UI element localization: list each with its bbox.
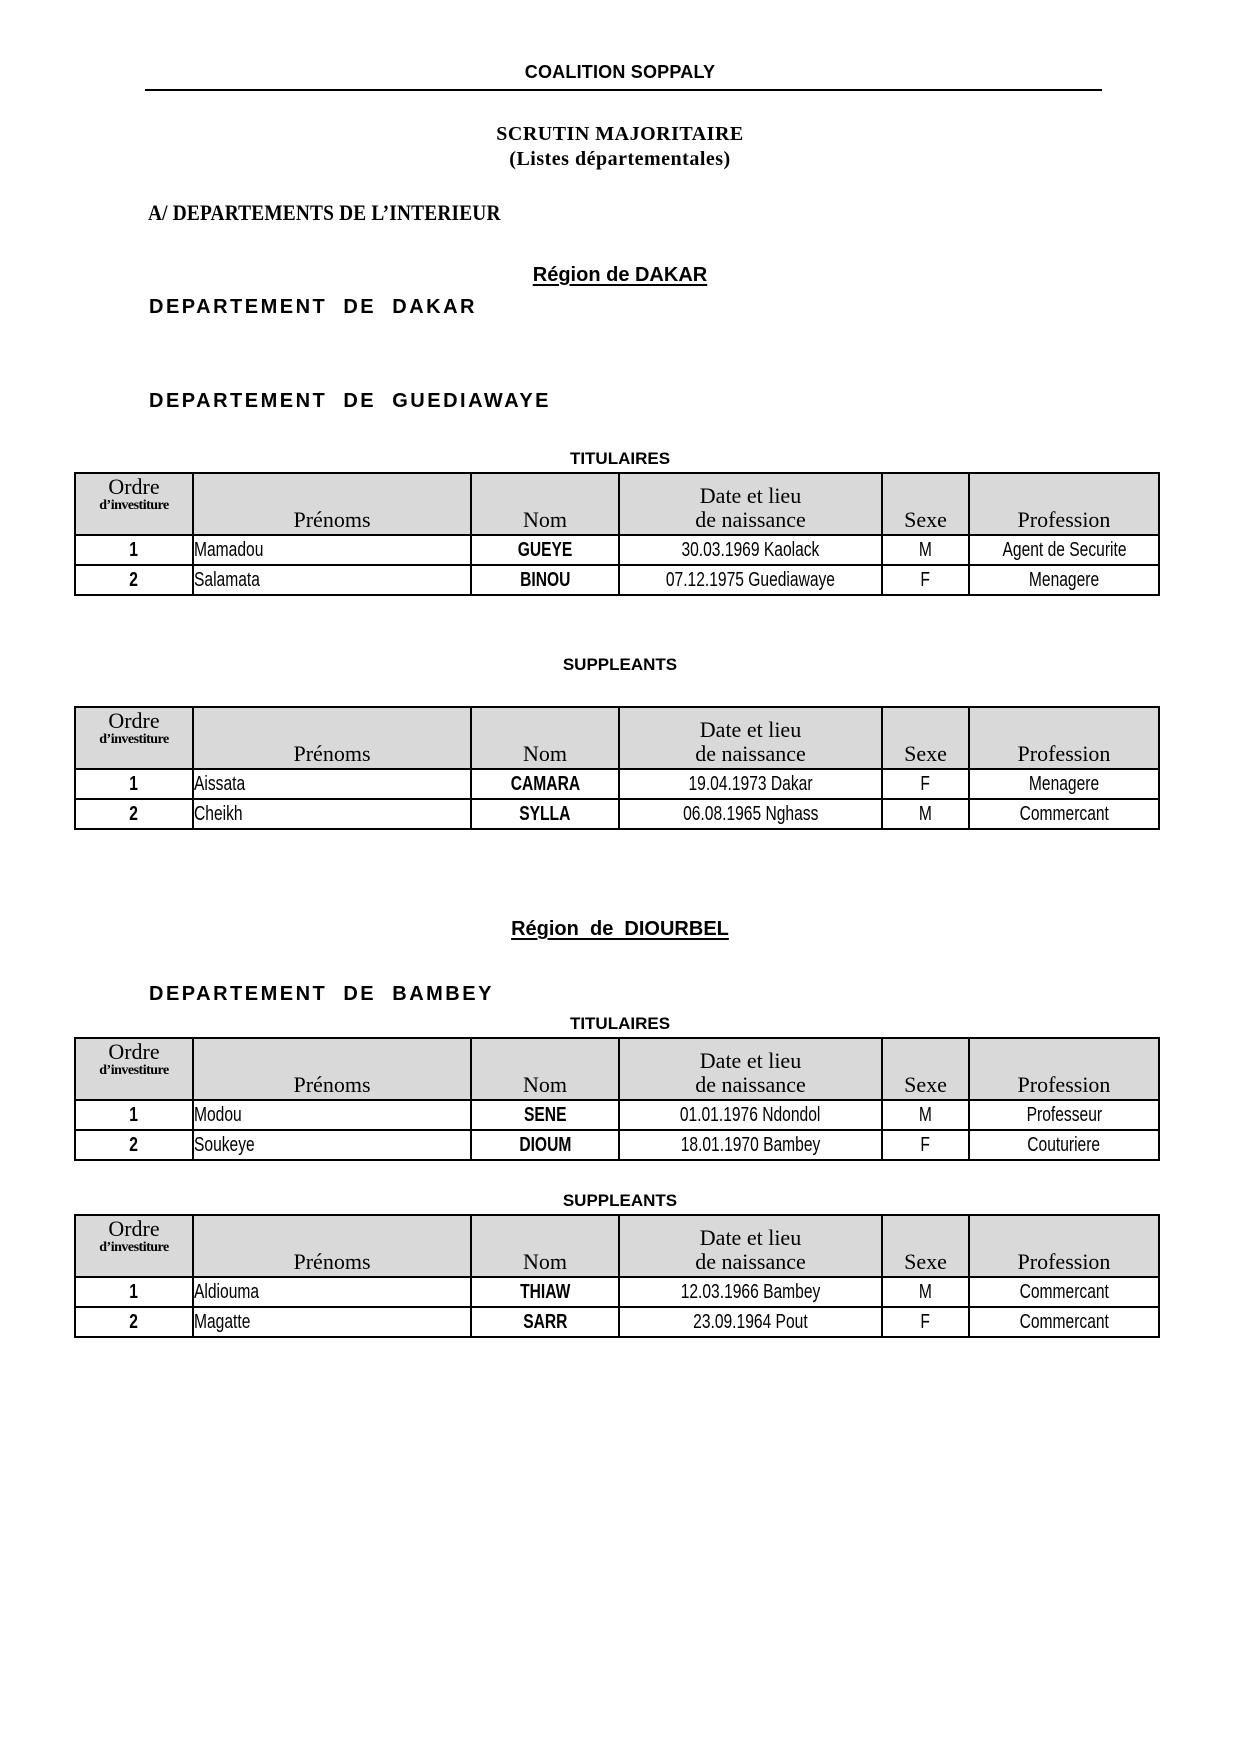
column-header-ordre: Ordre d’investiture	[75, 707, 193, 769]
table-header-row	[75, 473, 1159, 535]
column-header-prenoms: Prénoms	[193, 707, 471, 769]
table-row: 2 Salamata BINOU 07.12.1975 Guediawaye F Menagere	[75, 565, 1159, 595]
region-heading-dakar: Région de DAKAR	[532, 264, 708, 286]
titulaires-label: TITULAIRES	[569, 449, 671, 468]
column-header-nom: Nom	[471, 1215, 619, 1277]
department-heading-guediawaye: DEPARTEMENT DE GUEDIAWAYE	[149, 390, 551, 412]
column-header-ordre: Ordre d’investiture	[75, 473, 193, 535]
suppleants-label: SUPPLEANTS	[562, 1191, 678, 1210]
column-header-nom: Nom	[471, 707, 619, 769]
column-header-prenoms: Prénoms	[193, 1038, 471, 1100]
suppleants-label: SUPPLEANTS	[562, 655, 678, 674]
column-header-ordre: Ordre d’investiture	[75, 1215, 193, 1277]
department-heading-dakar: DEPARTEMENT DE DAKAR	[149, 296, 477, 318]
titulaires-label: TITULAIRES	[569, 1014, 671, 1033]
department-heading-bambey: DEPARTEMENT DE BAMBEY	[149, 983, 494, 1005]
table-header-row	[75, 707, 1159, 769]
titulaires-table-bambey	[74, 1037, 1160, 1161]
coalition-header: COALITION SOPPALY	[524, 62, 716, 82]
column-header-sexe: Sexe	[882, 707, 969, 769]
column-header-prenoms: Prénoms	[193, 473, 471, 535]
table-row: 1 Modou SENE 01.01.1976 Ndondol M Professeur	[75, 1100, 1159, 1130]
region-heading-diourbel: Région de DIOURBEL	[511, 918, 729, 940]
suppleants-table-guediawaye	[74, 706, 1160, 830]
column-header-date-lieu: Date et lieu de naissance	[619, 473, 882, 535]
table-header-row	[75, 1038, 1159, 1100]
table-header-row	[75, 1215, 1159, 1277]
suppleants-table-bambey	[74, 1214, 1160, 1338]
column-header-prenoms: Prénoms	[193, 1215, 471, 1277]
table-row: 2 Cheikh SYLLA 06.08.1965 Nghass M Commercant	[75, 799, 1159, 829]
table-row: 1 Aissata CAMARA 19.04.1973 Dakar F Menagere	[75, 769, 1159, 799]
document-title	[0, 122, 1240, 172]
table-row: 2 Magatte SARR 23.09.1964 Pout F Commercant	[75, 1307, 1159, 1337]
column-header-ordre: Ordre d’investiture	[75, 1038, 193, 1100]
title-line-2: (Listes départementales)	[509, 148, 731, 170]
column-header-date-lieu: Date et lieu de naissance	[619, 1038, 882, 1100]
column-header-sexe: Sexe	[882, 473, 969, 535]
titulaires-table-guediawaye	[74, 472, 1160, 596]
column-header-date-lieu: Date et lieu de naissance	[619, 1215, 882, 1277]
header-divider	[145, 89, 1102, 91]
title-line-1: SCRUTIN MAJORITAIRE	[496, 123, 744, 145]
column-header-nom: Nom	[471, 473, 619, 535]
section-heading: A/ DEPARTEMENTS DE L’INTERIEUR	[148, 200, 501, 225]
column-header-profession: Profession	[969, 1038, 1159, 1100]
table-row: 1 Aldiouma THIAW 12.03.1966 Bambey M Commercant	[75, 1277, 1159, 1307]
table-row: 2 Soukeye DIOUM 18.01.1970 Bambey F Couturiere	[75, 1130, 1159, 1160]
table-row: 1 Mamadou GUEYE 30.03.1969 Kaolack M Agent de Securite	[75, 535, 1159, 565]
column-header-sexe: Sexe	[882, 1215, 969, 1277]
column-header-sexe: Sexe	[882, 1038, 969, 1100]
column-header-profession: Profession	[969, 1215, 1159, 1277]
column-header-nom: Nom	[471, 1038, 619, 1100]
column-header-date-lieu: Date et lieu de naissance	[619, 707, 882, 769]
column-header-profession: Profession	[969, 473, 1159, 535]
column-header-profession: Profession	[969, 707, 1159, 769]
